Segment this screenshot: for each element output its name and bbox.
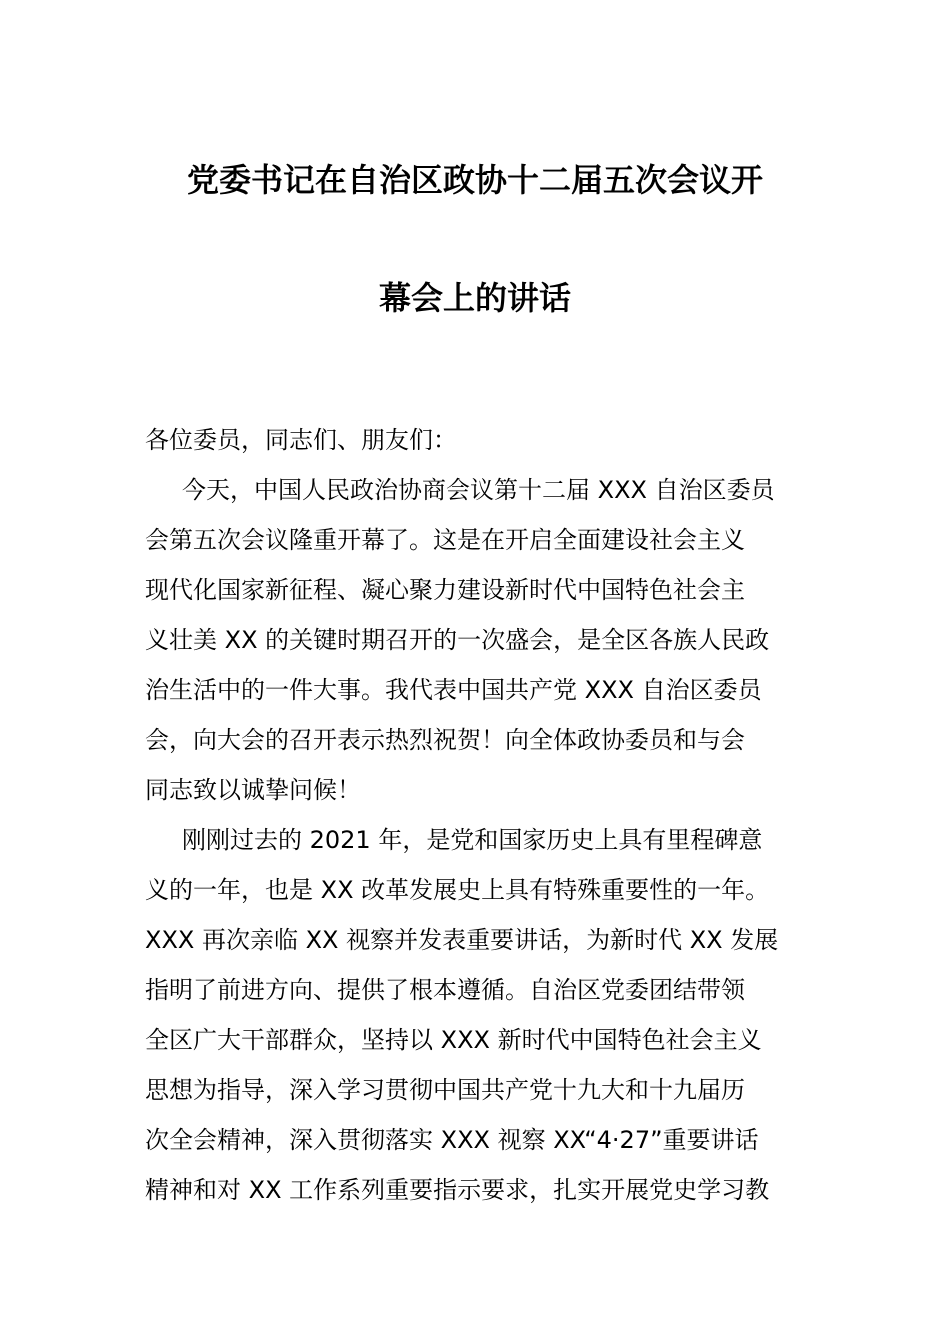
paragraph-1-line-6: 会，向大会的召开表示热烈祝贺！向全体政协委员和与会 (145, 726, 745, 754)
salutation-line: 各位委员，同志们、朋友们： (145, 426, 457, 454)
paragraph-1-line-4: 义壮美 XX 的关键时期召开的一次盛会，是全区各族人民政 (145, 626, 770, 654)
paragraph-2-line-1: 刚刚过去的 2021 年，是党和国家历史上具有里程碑意 (182, 826, 763, 854)
speech-body (145, 420, 815, 1220)
paragraph-2-line-6: 思想为指导，深入学习贯彻中国共产党十九大和十九届历 (145, 1076, 745, 1104)
paragraph-2-line-4: 指明了前进方向、提供了根本遵循。自治区党委团结带领 (145, 976, 745, 1004)
paragraph-1-line-7: 同志致以诚挚问候！ (145, 776, 361, 804)
paragraph-1-line-2: 会第五次会议隆重开幕了。这是在开启全面建设社会主义 (145, 526, 745, 554)
paragraph-2-line-8: 精神和对 XX 工作系列重要指示要求，扎实开展党史学习教 (145, 1176, 770, 1204)
paragraph-2-line-7: 次全会精神，深入贯彻落实 XXX 视察 XX“4·27”重要讲话 (145, 1126, 759, 1154)
paragraph-2-line-3: XXX 再次亲临 XX 视察并发表重要讲话，为新时代 XX 发展 (145, 926, 779, 954)
paragraph-2-line-2: 义的一年，也是 XX 改革发展史上具有特殊重要性的一年。 (145, 876, 770, 904)
paragraph-1-line-5: 治生活中的一件大事。我代表中国共产党 XXX 自治区委员 (145, 676, 762, 704)
document-title-line-2: 幕会上的讲话 (378, 279, 571, 317)
paragraph-1-line-1: 今天，中国人民政治协商会议第十二届 XXX 自治区委员 (182, 476, 775, 504)
paragraph-2-line-5: 全区广大干部群众，坚持以 XXX 新时代中国特色社会主义 (145, 1026, 762, 1054)
paragraph-1-line-3: 现代化国家新征程、凝心聚力建设新时代中国特色社会主 (145, 576, 745, 604)
document-title-line-1: 党委书记在自治区政协十二届五次会议开 (186, 161, 763, 199)
